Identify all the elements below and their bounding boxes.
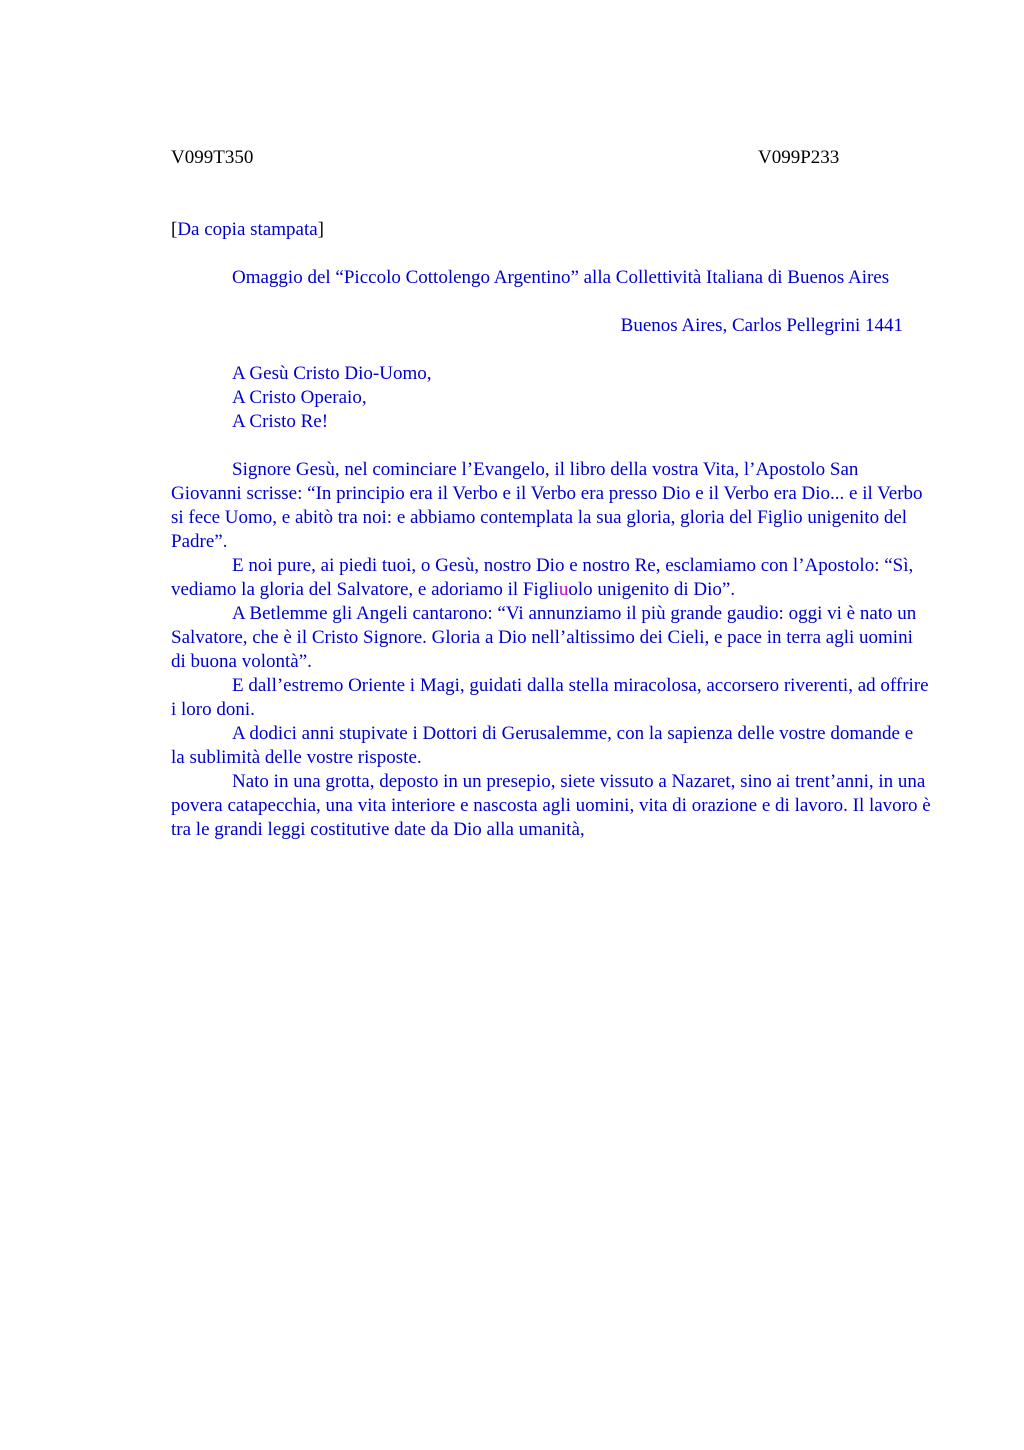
invocation-block bbox=[171, 362, 931, 434]
invocation-line-1: A Gesù Cristo Dio-Uomo, bbox=[232, 363, 432, 384]
place-date-line: Buenos Aires, Carlos Pellegrini 1441 bbox=[620, 315, 903, 336]
document-code-right: V099P233 bbox=[758, 147, 840, 168]
source-note-open-bracket: [ bbox=[171, 219, 178, 240]
invocation-line-2: A Cristo Operaio, bbox=[232, 387, 367, 408]
paragraph-2-text-after: olo unigenito di Dio”. bbox=[568, 579, 736, 600]
paragraph-5: A dodici anni stupivate i Dottori di Gerusalemme, con la sapienza delle vostre domande e la sublimità delle vostre risposte. bbox=[171, 723, 914, 768]
document-code-left: V099T350 bbox=[171, 147, 254, 168]
body-text bbox=[171, 458, 931, 842]
invocation-line-3: A Cristo Re! bbox=[232, 411, 329, 432]
paragraph-2-highlight: u bbox=[558, 579, 569, 600]
source-note-text: Da copia stampata bbox=[177, 219, 318, 240]
page-header bbox=[171, 146, 931, 170]
paragraph-4: E dall’estremo Oriente i Magi, guidati dalla stella miracolosa, accorsero riverenti, ad offrire i loro doni. bbox=[171, 675, 929, 720]
paragraph-2-text-before: E noi pure, ai piedi tuoi, o Gesù, nostro Dio e nostro Re, esclamiamo con l’Apostolo: “Sì, vediamo la gloria del Salvatore, e adoriamo il Figli bbox=[171, 555, 914, 600]
paragraph-1: Signore Gesù, nel cominciare l’Evangelo, il libro della vostra Vita, l’Apostolo San Giovanni scrisse: “In principio era il Verbo e il Verbo era presso Dio e il Verbo era Dio... e il Verbo si fece Uomo, e abitò tra noi: e abbiamo contemplata la sua gloria, gloria del Figlio unigenito del Padre”. bbox=[171, 459, 923, 552]
paragraph-3: A Betlemme gli Angeli cantarono: “Vi annunziamo il più grande gaudio: oggi vi è nato un Salvatore, che è il Cristo Signore. Gloria a Dio nell’altissimo dei Cieli, e pace in terra agli uomini di buona volontà”. bbox=[171, 603, 917, 672]
document-page bbox=[171, 146, 931, 842]
source-note bbox=[171, 218, 931, 242]
source-note-close-bracket: ] bbox=[317, 219, 324, 240]
paragraph-2 bbox=[171, 554, 931, 602]
paragraph-6: Nato in una grotta, deposto in un presepio, siete vissuto a Nazaret, sino ai trent’anni, in una povera catapecchia, una vita interiore e nascosta agli uomini, vita di orazione e di lavoro. Il lavoro è tra le grandi leggi costitutive date da Dio alla umanità, bbox=[171, 771, 931, 840]
document-title: Omaggio del “Piccolo Cottolengo Argentino” alla Collettività Italiana di Buenos Aires bbox=[232, 267, 890, 288]
